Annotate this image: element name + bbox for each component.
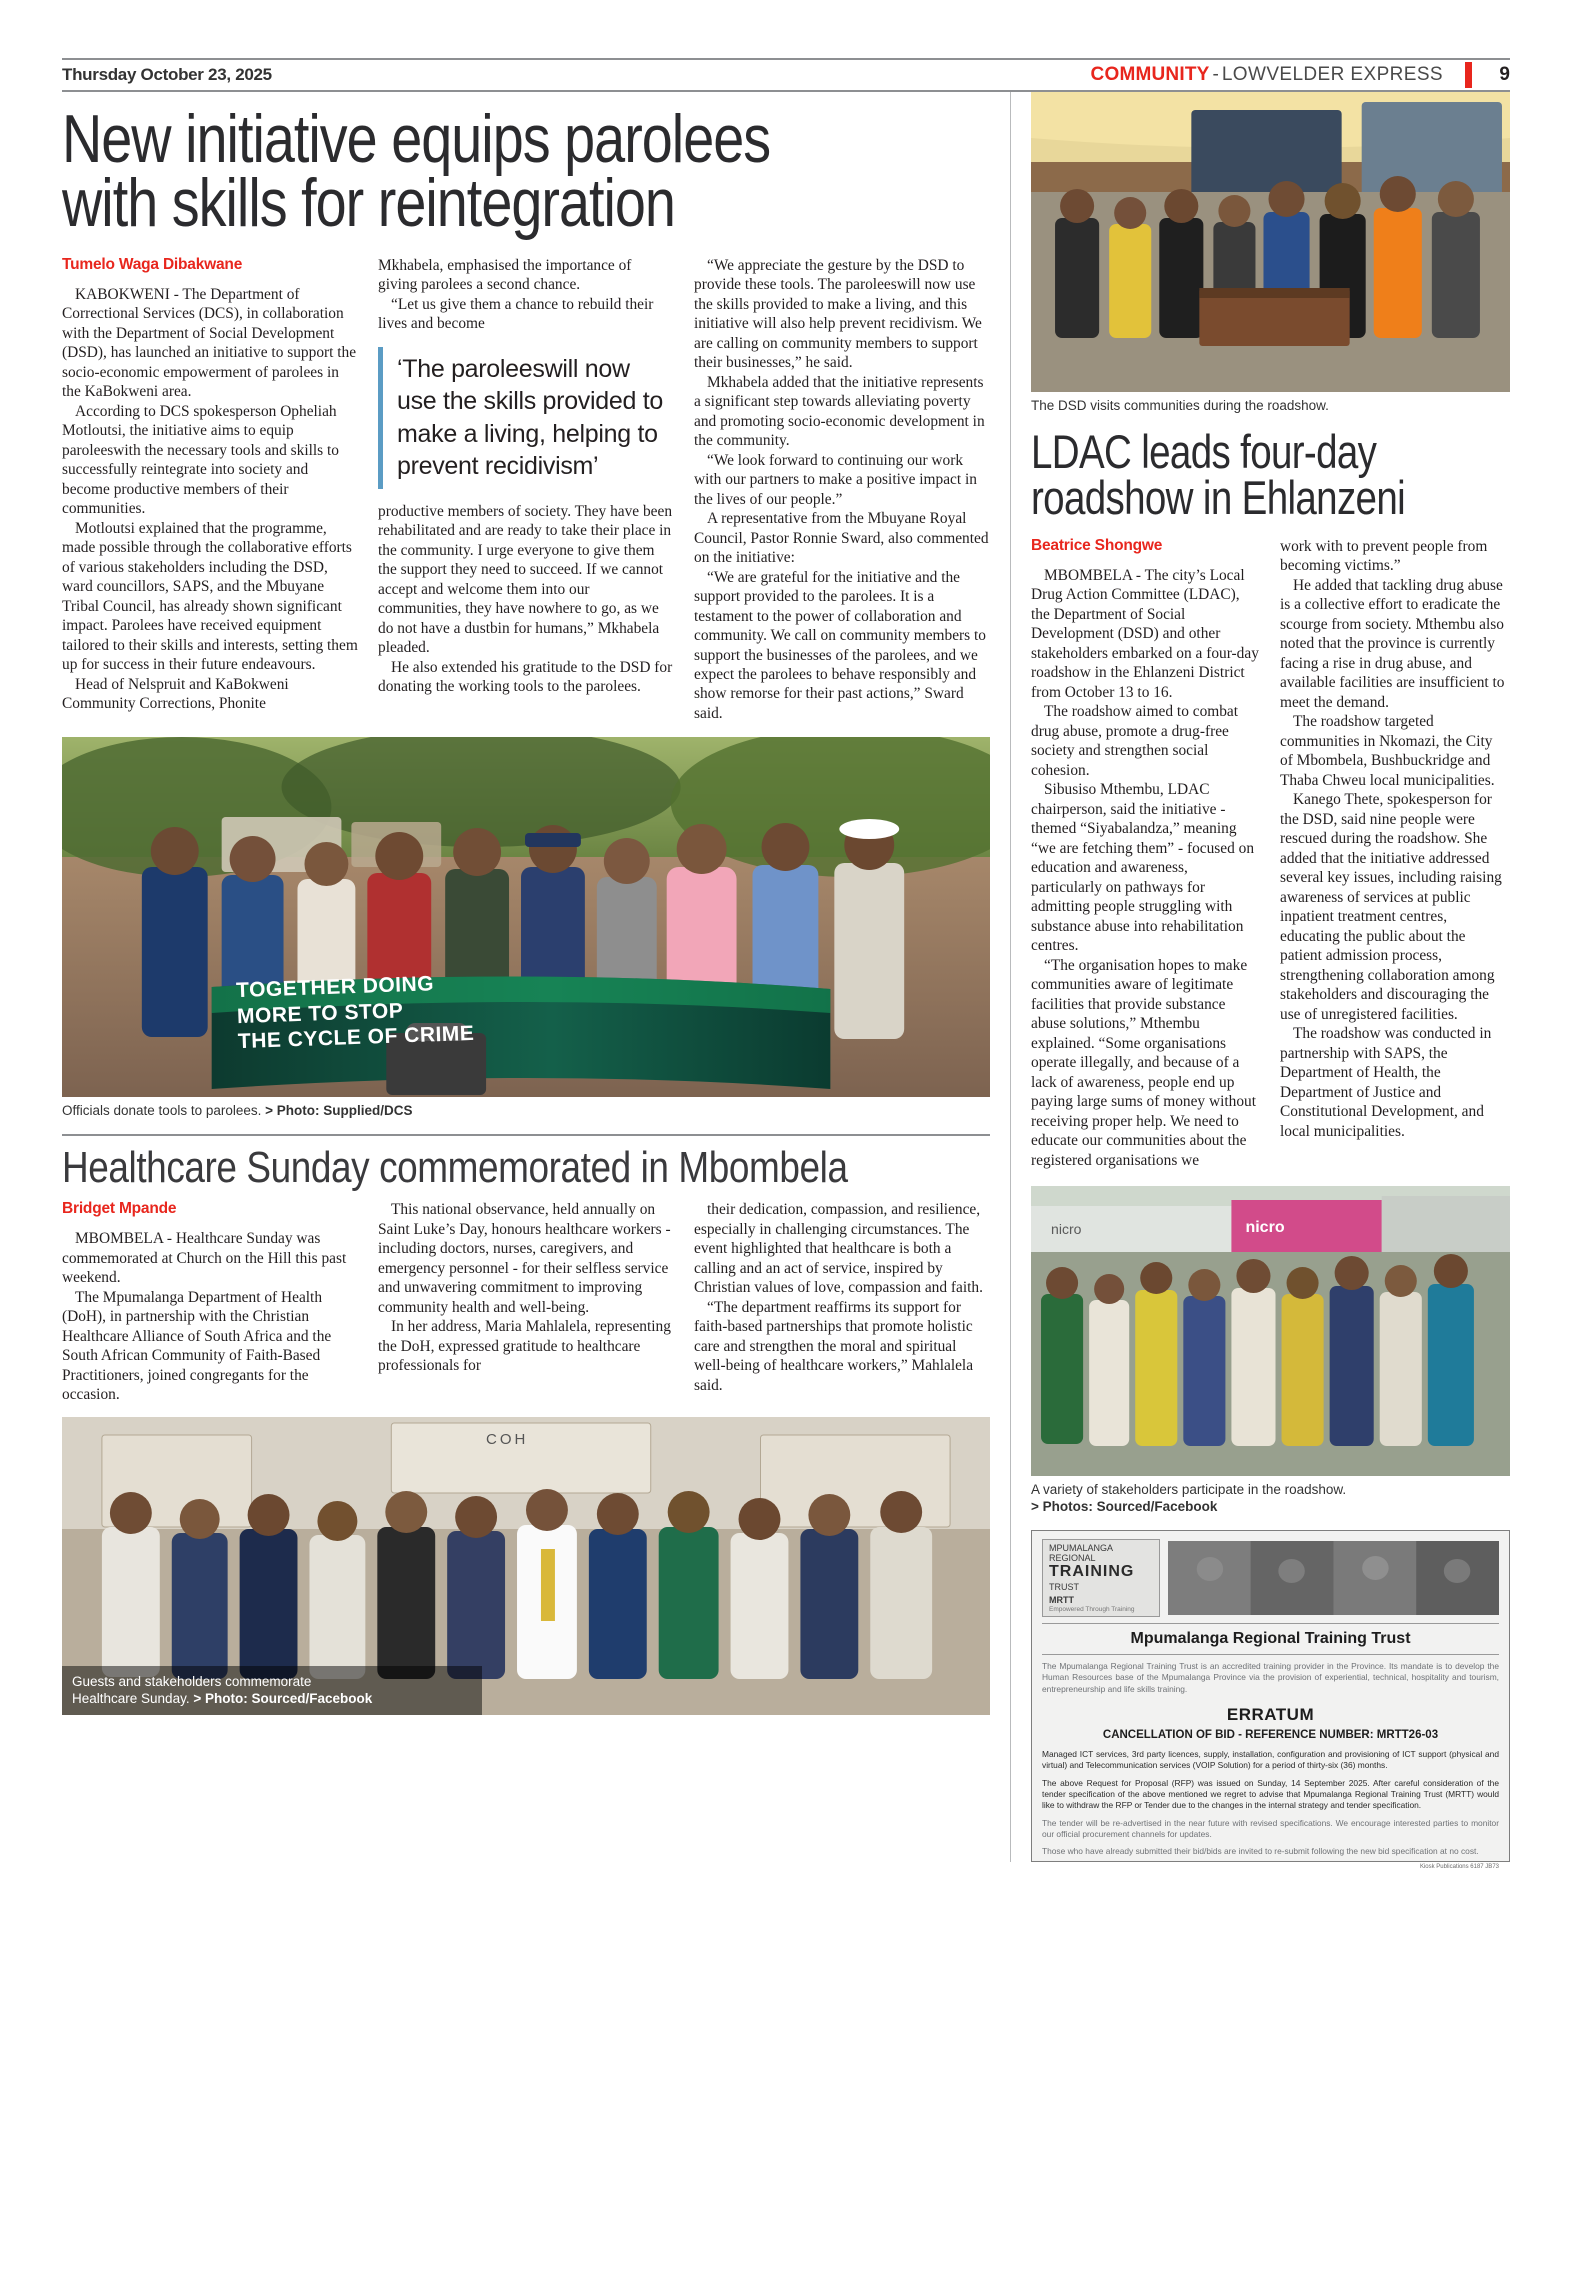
ldac-top-photo-caption: The DSD visits communities during the roadshow. xyxy=(1031,398,1329,413)
ldac-bottom-photo-caption xyxy=(1031,1482,1510,1516)
paragraph: “Let us give them a chance to rebuild their lives and become xyxy=(378,295,654,333)
paragraph: Mkhabela added that the initiative represents a significant step towards alleviating poverty and promoting socio-economic development in the community. xyxy=(694,373,985,450)
svg-text:nicro: nicro xyxy=(1051,1220,1082,1237)
paragraph: In her address, Maria Mahlalela, representing the DoH, expressed gratitude to healthcare professionals for xyxy=(378,1318,671,1375)
healthcare-photo xyxy=(62,1417,990,1715)
paragraph: “We are grateful for the initiative and the support provided to the parolees. It is a testament to the power of collaboration and community. We call on community members to support the businesses of the parolees, and we expect the parolees to behave responsibly and show remorse for their past actions,” Sward said. xyxy=(694,568,986,722)
healthcare-col-2 xyxy=(378,1200,674,1404)
paragraph: The roadshow targeted communities in Nkomazi, the City of Mbombela, Bushbuckridge and Thaba Chweu local municipalities. xyxy=(1280,713,1495,789)
caption-line-1: Guests and stakeholders commemorate xyxy=(72,1673,312,1689)
masthead-date: Thursday October 23, 2025 xyxy=(62,65,272,84)
caption-text: Healthcare Sunday. xyxy=(72,1691,190,1707)
pull-quote xyxy=(378,347,674,489)
paragraph: Sibusiso Mthembu, LDAC chairperson, said the initiative - themed “Siyabalandza,” meaning “we are fetching them” - focused on education and awareness, particularly on pathways for admitting people struggling with substance abuse into rehabilitation centres. xyxy=(1031,781,1255,955)
pull-quote-text: ‘The paroleeswill now use the skills provided to make a living, helping to prevent recidivism’ xyxy=(397,354,663,481)
ldac-col-2 xyxy=(1280,537,1509,1170)
top-area xyxy=(62,92,1510,1870)
healthcare-columns xyxy=(62,1200,990,1404)
paragraph: Motloutsi explained that the programme, made possible through the collaborative efforts of various stakeholders including the DSD, ward councillors, SAPS, and the Mbuyane Tribal Council, has already shown significant impact. Parolees have received equipment tailored to their skills and interests, setting them up for success in their future endeavours. xyxy=(62,519,358,674)
photo-illustration xyxy=(62,737,990,1097)
byline-main: Tumelo Waga Dibakwane xyxy=(62,255,243,273)
healthcare-photo-caption xyxy=(62,1666,482,1715)
ad-body-3: The tender will be re-advertised in the near future with revised specifications. We encourage interested parties to monitor our official procurement channels for updates. xyxy=(1042,1817,1499,1840)
photo-illustration xyxy=(1031,1186,1510,1476)
byline-ldac: Beatrice Shongwe xyxy=(1031,536,1163,554)
healthcare-col-3 xyxy=(694,1200,990,1404)
paragraph: A representative from the Mbuyane Royal Council, Pastor Ronnie Sward, also commented on the initiative: xyxy=(694,510,989,567)
main-col-3 xyxy=(694,256,990,724)
photo-illustration xyxy=(1031,92,1510,392)
page-title xyxy=(62,101,990,241)
masthead-separator: - xyxy=(1212,64,1219,85)
ad-photo-illustration xyxy=(1168,1541,1499,1615)
ldac-columns xyxy=(1031,537,1510,1170)
paragraph: He added that tackling drug abuse is a collective effort to eradicate the scourge from society. Mthembu also noted that the province is currently facing a rise in drug abuse, and available facilities are insufficient to meet the demand. xyxy=(1280,576,1505,711)
newspaper-page xyxy=(0,58,1572,2282)
logo-abbrev: MRTT xyxy=(1049,1595,1074,1606)
section-divider xyxy=(62,1134,990,1136)
page-number: 9 xyxy=(1499,64,1510,85)
ldac-headline xyxy=(1031,424,1510,524)
ldac-headline-line-1: LDAC leads four-day xyxy=(1031,424,1377,478)
paragraph: work with to prevent people from becoming victims.” xyxy=(1280,537,1488,575)
paragraph: Head of Nelspruit and KaBokweni Community Corrections, Phonite xyxy=(62,675,289,712)
ad-body-2: The above Request for Proposal (RFP) was issued on Sunday, 14 September 2025. After careful consideration of the tender specification of the above mentioned we regret to advise that Mpumalanga Regional Training Trust (MRTT) would like to withdraw the RFP or Tender due to the changes in the internal strategy and tender specification. xyxy=(1042,1777,1499,1811)
ad-erratum-heading: ERRATUM xyxy=(1226,1705,1315,1724)
caption-credit: > Photo: Supplied/DCS xyxy=(265,1103,413,1119)
paragraph: The roadshow was conducted in partnership with SAPS, the Department of Health, the Department of Justice and Constitutional Development, and local municipalities. xyxy=(1280,1025,1492,1140)
advertisement xyxy=(1031,1530,1510,1870)
photo-banner-text xyxy=(236,970,475,1055)
ldac-headline-line-2: roadshow in Ehlanzeni xyxy=(1031,470,1406,524)
main-article xyxy=(62,92,990,1862)
paragraph: The Mpumalanga Department of Health (DoH), in partnership with the Christian Healthcare Alliance of South Africa and the South African Community of Faith-Based Practitioners, joined congregants for the occasion. xyxy=(62,1288,332,1404)
paragraph: Kanego Thete, spokesperson for the DSD, said nine people were rescued during the roadshow. She added that the initiative addressed several key issues, including raising awareness of services at public inpatient treatment centres, educating the public about the patient admission process, strengthening collaboration among stakeholders and discouraging the use of unregistered facilities. xyxy=(1280,791,1502,1023)
paragraph: KABOKWENI - The Department of Correctional Services (DCS), in collaboration with the Department of Social Development (DSD), has launched an initiative to support the socio-economic empowerment of parolees in the KaBokweni area. xyxy=(62,285,357,401)
svg-text:nicro: nicro xyxy=(1245,1218,1285,1236)
ldac-col-1 xyxy=(1031,537,1260,1170)
paragraph: productive members of society. They have been rehabilitated and are ready to take their place in the community. I urge everyone to give them the support they need to succeed. If we cannot accept and welcome them into our communities, they have nowhere to go, as we do not have a dustbin for humans,” Mkhabela pleaded. xyxy=(378,502,673,657)
paragraph: “We appreciate the gesture by the DSD to provide these tools. The paroleeswill now use the skills provided to make a living, and this initiative will also help prevent recidivism. We are calling on community members to support their businesses,” he said. xyxy=(694,256,982,372)
paragraph: Mkhabela, emphasised the importance of giving parolees a second chance. xyxy=(378,256,632,294)
headline-line-2: with skills for reintegration xyxy=(62,164,675,241)
ad-intro-paragraph: The Mpumalanga Regional Training Trust is an accredited training provider in the Province. Its mandate is to develop the Human Resources base of the Mpumalanga Province via the provision of experiential, technical, hospitality and tourism, entrepreneurship and life skills training. xyxy=(1042,1660,1499,1694)
paragraph: their dedication, compassion, and resilience, especially in challenging circumstances. The event highlighted that healthcare is both a calling and an act of service, inspired by Christian values of love, compassion and faith. xyxy=(694,1201,983,1297)
paragraph: “The department reaffirms its support for faith-based partnerships that promote holistic care and strengthen the moral and spiritual well-being of healthcare workers,” Mahlalela said. xyxy=(694,1298,974,1394)
byline-healthcare: Bridget Mpande xyxy=(62,1200,177,1218)
ad-body-4: Those who have already submitted their bid/bids are invited to re-submit following the new bid specification at no cost. xyxy=(1042,1846,1479,1857)
masthead-publication: LOWVELDER EXPRESS xyxy=(1221,64,1443,85)
caption-credit: > Photos: Sourced/Facebook xyxy=(1031,1498,1218,1514)
logo-big-word: TRAINING xyxy=(1049,1563,1135,1581)
banner-line-1: TOGETHER DOING xyxy=(235,972,435,1003)
paragraph: “We look forward to continuing our work with our partners to make a positive impact in the lives of our people.” xyxy=(694,451,977,508)
logo-tagline: Empowered Through Training xyxy=(1049,1605,1135,1613)
paragraph: According to DCS spokesperson Opheliah Motloutsi, the initiative aims to equip paroleeswith the necessary tools and skills to successfully reintegrate into society and become productive members of their communities. xyxy=(62,402,339,518)
main-col-1 xyxy=(62,256,358,724)
church-sign-text: COH xyxy=(486,1430,529,1448)
caption-text: Officials donate tools to parolees. xyxy=(62,1103,262,1119)
right-rail xyxy=(1010,92,1510,1870)
masthead xyxy=(62,58,1510,92)
ad-bid-reference: CANCELLATION OF BID - REFERENCE NUMBER: MRTT26-03 xyxy=(1102,1729,1439,1741)
paragraph: He also extended his gratitude to the DSD for donating the working tools to the parolees. xyxy=(378,658,673,696)
ad-photo-strip xyxy=(1168,1541,1499,1615)
ad-title-band: Mpumalanga Regional Training Trust xyxy=(1042,1623,1499,1655)
main-col-2 xyxy=(378,256,674,724)
main-article-photo xyxy=(62,737,990,1097)
masthead-accent-bar xyxy=(1465,62,1472,88)
main-article-columns xyxy=(62,256,990,724)
masthead-right xyxy=(1091,62,1510,88)
ad-logo-row xyxy=(1042,1539,1499,1617)
paragraph: This national observance, held annually on Saint Luke’s Day, honours healthcare workers - including doctors, nurses, caregivers, and emergency personnel - for their selfless service and unwavering commitment to improving community health and well-being. xyxy=(378,1201,671,1316)
paragraph: MBOMBELA - Healthcare Sunday was commemorated at Church on the Hill this past weekend. xyxy=(62,1230,347,1287)
healthcare-headline: Healthcare Sunday commemorated in Mbombela xyxy=(62,1143,848,1193)
logo-line-1: MPUMALANGA REGIONAL xyxy=(1049,1542,1113,1564)
caption-line-2 xyxy=(72,1690,472,1708)
headline-line-1: New initiative equips parolees xyxy=(62,101,771,177)
ldac-bottom-photo xyxy=(1031,1186,1510,1476)
mrtt-logo xyxy=(1042,1539,1160,1617)
caption-credit: > Photo: Sourced/Facebook xyxy=(193,1691,373,1707)
ldac-top-photo xyxy=(1031,92,1510,392)
healthcare-col-1 xyxy=(62,1200,358,1404)
ad-footer-reference: Kiosk Publications 6187 JB73 xyxy=(1419,1863,1499,1870)
paragraph: MBOMBELA - The city’s Local Drug Action Committee (LDAC), the Department of Social Development (DSD) and other stakeholders embarked on a four-day roadshow in the Ehlanzeni District from October 13 to 16. xyxy=(1031,566,1259,701)
paragraph: “The organisation hopes to make communities aware of legitimate facilities that provide substance abuse solutions,” Mthembu explained. “Some organisations operate illegally, and because of a lack of awareness, people end up paying large sums of money without receiving proper help. We need to educate our communities about the registered organisations we xyxy=(1031,956,1256,1169)
paragraph: The roadshow aimed to combat drug abuse, promote a drug-free society and strengthen social cohesion. xyxy=(1031,703,1239,779)
banner-line-3: THE CYCLE OF CRIME xyxy=(237,1022,475,1054)
main-photo-caption xyxy=(62,1103,990,1120)
caption-text: A variety of stakeholders participate in the roadshow. xyxy=(1031,1481,1347,1497)
logo-line-2: TRUST xyxy=(1049,1581,1079,1592)
masthead-section: COMMUNITY xyxy=(1090,64,1210,85)
ad-body-1: Managed ICT services, 3rd party licences, supply, installation, configuration and provisioning of ICT support (physical and virtual) and Telecommunication services (VOIP Solution) for a period of thirty-six (36) months. xyxy=(1042,1749,1499,1771)
banner-line-2: MORE TO STOP xyxy=(236,999,404,1029)
